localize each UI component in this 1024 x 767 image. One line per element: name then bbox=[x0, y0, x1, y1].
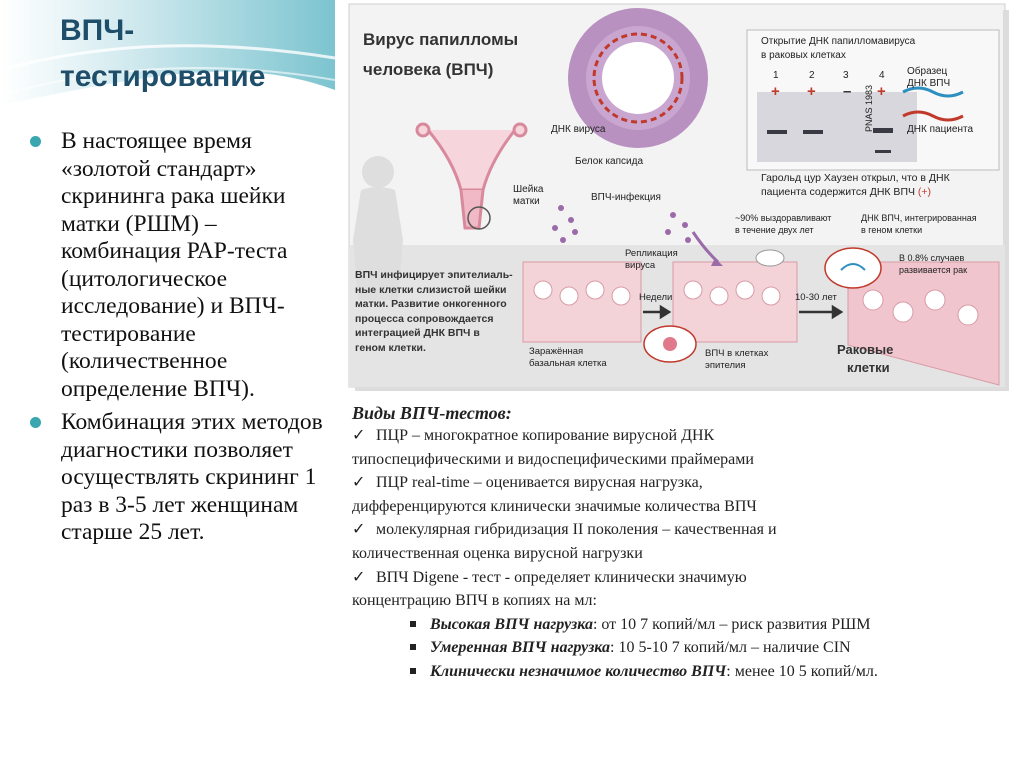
check-icon: ✓ bbox=[352, 427, 366, 444]
load-item: Высокая ВПЧ нагрузка: от 10 7 копий/мл – риск развития РШМ bbox=[352, 613, 990, 637]
discovery-title-1: Открытие ДНК папилломавируса bbox=[761, 36, 916, 47]
load-item: Клинически незначимое количество ВПЧ: менее 10 5 копий/мл. bbox=[352, 660, 990, 684]
lane-mark-3: – bbox=[843, 83, 852, 100]
hpv-epithelium-2: эпителия bbox=[705, 360, 746, 371]
pnas-label: PNAS 1983 bbox=[864, 84, 874, 132]
lane-2: 2 bbox=[809, 70, 815, 81]
square-bullet-icon bbox=[410, 668, 416, 674]
lane-mark-2: + bbox=[807, 83, 816, 100]
load-item: Умеренная ВПЧ нагрузка: 10 5-10 7 копий/мл – наличие CIN bbox=[352, 636, 1012, 660]
infected-basal-1: Заражённая bbox=[529, 346, 584, 357]
integrated-text-2: в геном клетки bbox=[861, 225, 923, 235]
infection-label: ВПЧ-инфекция bbox=[591, 192, 661, 203]
square-bullet-icon bbox=[410, 621, 416, 627]
lane-3: 3 bbox=[843, 70, 849, 81]
test-item: ✓ ПЦР – многократное копирование вирусной ДНК типоспецифическими и видоспецифическими праймерами bbox=[352, 424, 1012, 471]
cancer-pct-2: развивается рак bbox=[899, 265, 968, 275]
cancer-pct-1: В 0.8% случаев bbox=[899, 253, 965, 263]
hpv-epithelium-1: ВПЧ в клетках bbox=[705, 348, 769, 359]
test-item: ✓ ПЦР real-time – оценивается вирусная нагрузка, дифференцируются клинически значимые количества ВПЧ bbox=[352, 471, 1012, 518]
virus-dna-label: ДНК вируса bbox=[551, 124, 606, 135]
lane-4: 4 bbox=[879, 70, 885, 81]
test-types-section bbox=[352, 402, 1012, 684]
capsid-protein-label: Белок капсида bbox=[575, 156, 644, 167]
patient-dna-label: ДНК пациента bbox=[907, 124, 974, 135]
infection-description: ВПЧ инфицирует эпителиаль- ные клетки слизистой шейки матки. Развитие онкогенного процесса сопровождается интеграцией ДНК ВПЧ в геном клетки. bbox=[355, 269, 513, 354]
test-item: ✓ ВПЧ Digene - тест - определяет клинически значимую концентрацию ВПЧ в копиях на мл: bbox=[352, 566, 1012, 613]
square-bullet-icon bbox=[410, 644, 416, 650]
hpv-infographic bbox=[343, 0, 1011, 392]
bullet-item bbox=[30, 128, 330, 403]
bullet-text: Комбинация этих методов диагностики позволяет осуществлять скрининг 1 раз в 3-5 лет женщинам старше 25 лет. bbox=[61, 409, 323, 545]
lane-mark-1: + bbox=[771, 83, 780, 100]
discovery-title-2: в раковых клетках bbox=[761, 50, 846, 61]
check-icon: ✓ bbox=[352, 474, 366, 492]
replication-text-1: Репликация bbox=[625, 248, 678, 259]
test-item: ✓ молекулярная гибридизация II поколения – качественная и количественная оценка вирусной нагрузки bbox=[352, 518, 1012, 565]
cancer-cells-2: клетки bbox=[847, 360, 890, 375]
sample-label-1: Образец bbox=[907, 66, 948, 77]
figure-title-line2: человека (ВПЧ) bbox=[363, 60, 494, 79]
tests-heading: Виды ВПЧ-тестов: bbox=[352, 403, 512, 423]
cervix-label-1: Шейка bbox=[513, 184, 544, 195]
cervix-label-2: матки bbox=[513, 196, 540, 207]
hausen-text-2: пациента содержится ДНК ВПЧ (+) bbox=[761, 186, 932, 198]
replication-text-2: вируса bbox=[625, 260, 656, 271]
figure-title-line1: Вирус папилломы bbox=[363, 30, 519, 49]
bullet-text: В настоящее время «золотой стандарт» скрининга рака шейки матки (РШМ) – комбинация РАР-теста (цитологическое исследование) и ВПЧ-тестирование (количественное определение ВПЧ). bbox=[61, 128, 288, 402]
check-icon: ✓ bbox=[352, 568, 366, 586]
years-label: 10-30 лет bbox=[795, 292, 837, 303]
slide-title: ВПЧ-тестирование bbox=[60, 14, 266, 93]
weeks-label: Недели bbox=[639, 292, 673, 303]
recover-text-1: ~90% выздоравливают bbox=[735, 213, 832, 223]
check-icon: ✓ bbox=[352, 521, 366, 539]
sample-label-2: ДНК ВПЧ bbox=[907, 78, 951, 89]
hausen-text-1: Гарольд цур Хаузен открыл, что в ДНК bbox=[761, 172, 950, 184]
lane-mark-4: + bbox=[877, 83, 886, 100]
bullet-dot-icon bbox=[30, 136, 41, 147]
infected-basal-2: базальная клетка bbox=[529, 358, 607, 369]
lane-1: 1 bbox=[773, 70, 779, 81]
cancer-cells-1: Раковые bbox=[837, 342, 894, 357]
epithelium-layer-2 bbox=[673, 262, 797, 342]
bullet-item bbox=[30, 409, 330, 547]
bullet-list bbox=[30, 128, 330, 547]
bullet-dot-icon bbox=[30, 417, 41, 428]
integrated-text-1: ДНК ВПЧ, интегрированная bbox=[861, 213, 977, 223]
recover-text-2: в течение двух лет bbox=[735, 225, 814, 235]
